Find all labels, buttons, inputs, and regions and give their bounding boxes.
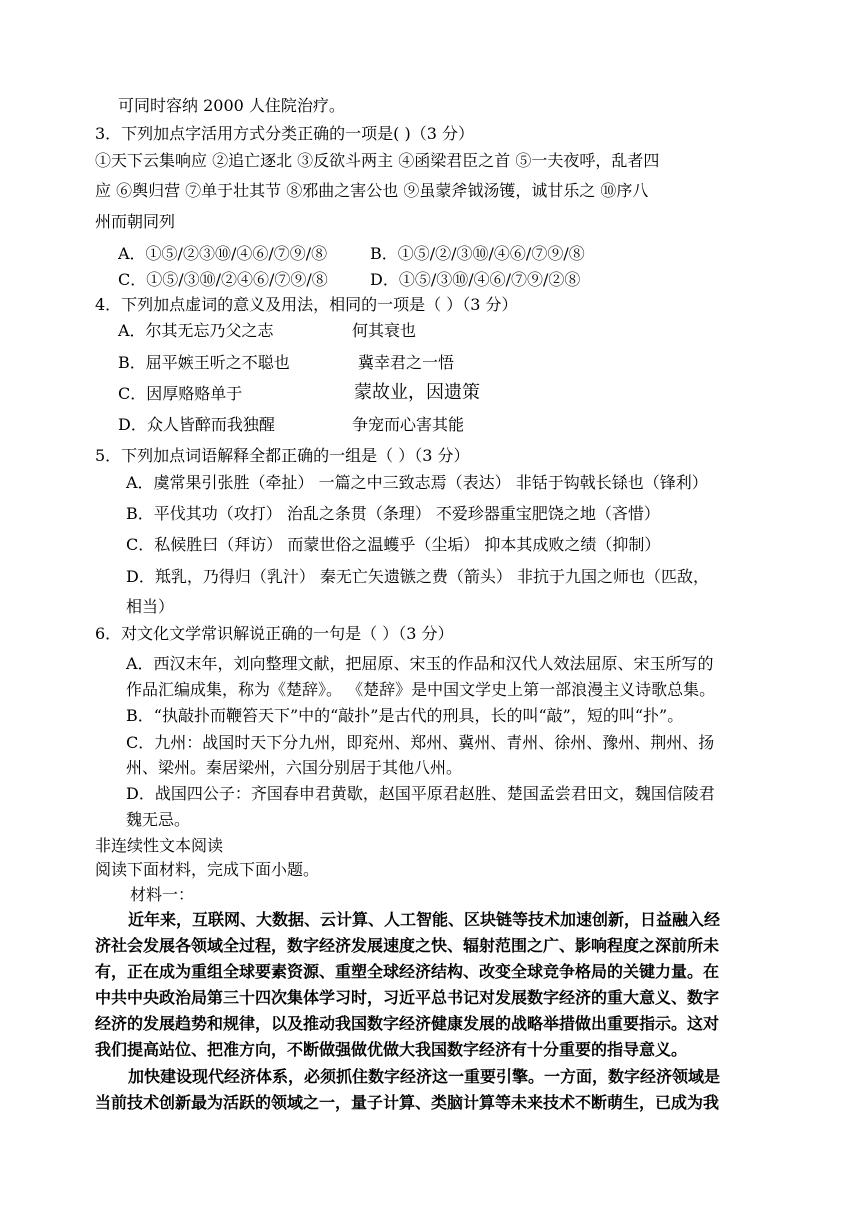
question-6-stem: 6．对文化文学常识解说正确的一句是（ ）（3 分） bbox=[95, 624, 454, 643]
option-c: C．因厚赂赂单于 bbox=[118, 384, 243, 403]
paragraph-line: 当前技术创新最为活跃的领域之一，量子计算、类脑计算等未来技术不断萌生，已成为我 bbox=[95, 1093, 720, 1112]
question-3-stem: 3．下列加点字活用方式分类正确的一项是( )（3 分） bbox=[95, 124, 475, 143]
paragraph-line: 经济的发展趋势和规律，以及推动我国数字经济健康发展的战略举措做出重要指示。这对 bbox=[95, 1014, 720, 1033]
option-c: C．私候胜曰（拜访） 而蒙世俗之温蠖乎（尘垢） 抑本其成败之绩（抑制） bbox=[126, 535, 661, 554]
option-c-pair: 蒙故业，因遗策 bbox=[354, 382, 480, 403]
option-a: A．虞常果引张胜（牵扯） 一篇之中三致志焉（表达） 非铦于钩戟长铩也（锋利） bbox=[126, 473, 708, 492]
material-label: 材料一： bbox=[130, 885, 195, 904]
option-d: D．羝乳，乃得归（乳汁） 秦无亡矢遗镞之费（箭头） 非抗于九国之师也（匹敌， bbox=[126, 567, 710, 586]
option-c: C．①⑤/③⑩/②④⑥/⑦⑨/⑧ bbox=[118, 270, 328, 289]
option-b-pair: 冀幸君之一悟 bbox=[358, 353, 455, 372]
text-line: 可同时容纳 2000 人住院治疗。 bbox=[118, 96, 345, 115]
option-b: B．平伐其功（攻打） 治乱之条贯（条理） 不爱珍器重宝肥饶之地（吝惜） bbox=[126, 504, 660, 523]
text-line: 魏无忌。 bbox=[126, 810, 191, 829]
paragraph-line: 我们提高站位、把准方向，不断做强做优做大我国数字经济有十分重要的指导意义。 bbox=[95, 1040, 688, 1059]
text-line: 相当） bbox=[126, 597, 175, 616]
paragraph-line: 中共中央政治局第三十四次集体学习时，习近平总书记对发展数字经济的重大意义、数字 bbox=[95, 988, 720, 1007]
paragraph-line: 加快建设现代经济体系，必须抓住数字经济这一重要引擎。一方面，数字经济领域是 bbox=[128, 1067, 721, 1086]
text-line: 应 ⑥舆归营 ⑦单于壮其节 ⑧邪曲之害公也 ⑨虽蒙斧钺汤镬，诚甘乐之 ⑩序八 bbox=[95, 181, 649, 200]
option-a: A．尔其无忘乃父之志 bbox=[118, 321, 274, 340]
text-line: ①天下云集响应 ②追亡逐北 ③反欲斗两主 ④函梁君臣之首 ⑤一夫夜呼，乱者四 bbox=[95, 151, 660, 170]
instruction: 阅读下面材料，完成下面小题。 bbox=[95, 860, 320, 879]
option-a: A．西汉末年，刘向整理文献，把屈原、宋玉的作品和汉代人效法屈原、宋玉所写的 bbox=[126, 654, 714, 673]
text-line: 作品汇编成集，称为《楚辞》。 《楚辞》是中国文学史上第一部浪漫主义诗歌总集。 bbox=[126, 680, 716, 699]
option-d: D．战国四公子：齐国春申君黄歇，赵国平原君赵胜、楚国孟尝君田文，魏国信陵君 bbox=[126, 784, 715, 803]
option-b: B．“执敲扑而鞭笞天下”中的“敲扑”是古代的刑具，长的叫“敲”，短的叫“扑”。 bbox=[126, 706, 684, 725]
paragraph-line: 有，正在成为重组全球要素资源、重塑全球经济结构、改变全球竞争格局的关键力量。在 bbox=[95, 962, 720, 981]
text-line: 州而朝同列 bbox=[95, 212, 176, 231]
option-d: D．①⑤/③⑩/④⑥/⑦⑨/②⑧ bbox=[370, 270, 581, 289]
paragraph-line: 近年来，互联网、大数据、云计算、人工智能、区块链等技术加速创新，日益融入经 bbox=[128, 910, 721, 929]
question-5-stem: 5．下列加点词语解释全都正确的一组是（ ）（3 分） bbox=[95, 446, 470, 465]
question-4-stem: 4．下列加点虚词的意义及用法，相同的一项是（ ）（3 分） bbox=[95, 295, 518, 314]
text-line: 州、梁州。秦居梁州，六国分别居于其他八州。 bbox=[126, 758, 463, 777]
option-b: B．①⑤/②/③⑩/④⑥/⑦⑨/⑧ bbox=[370, 244, 585, 263]
section-heading: 非连续性文本阅读 bbox=[95, 836, 224, 855]
option-d-pair: 争宠而心害其能 bbox=[352, 415, 465, 434]
option-a: A．①⑤/②③⑩/④⑥/⑦⑨/⑧ bbox=[118, 244, 328, 263]
option-c: C．九州：战国时天下分九州，即兖州、郑州、冀州、青州、徐州、豫州、荆州、扬 bbox=[126, 733, 715, 752]
option-a-pair: 何其衰也 bbox=[352, 321, 417, 340]
option-d: D．众人皆醉而我独醒 bbox=[118, 415, 275, 434]
option-b: B．屈平嫉王听之不聪也 bbox=[118, 353, 290, 372]
paragraph-line: 济社会发展各领域全过程，数字经济发展速度之快、辐射范围之广、影响程度之深前所未 bbox=[95, 936, 720, 955]
